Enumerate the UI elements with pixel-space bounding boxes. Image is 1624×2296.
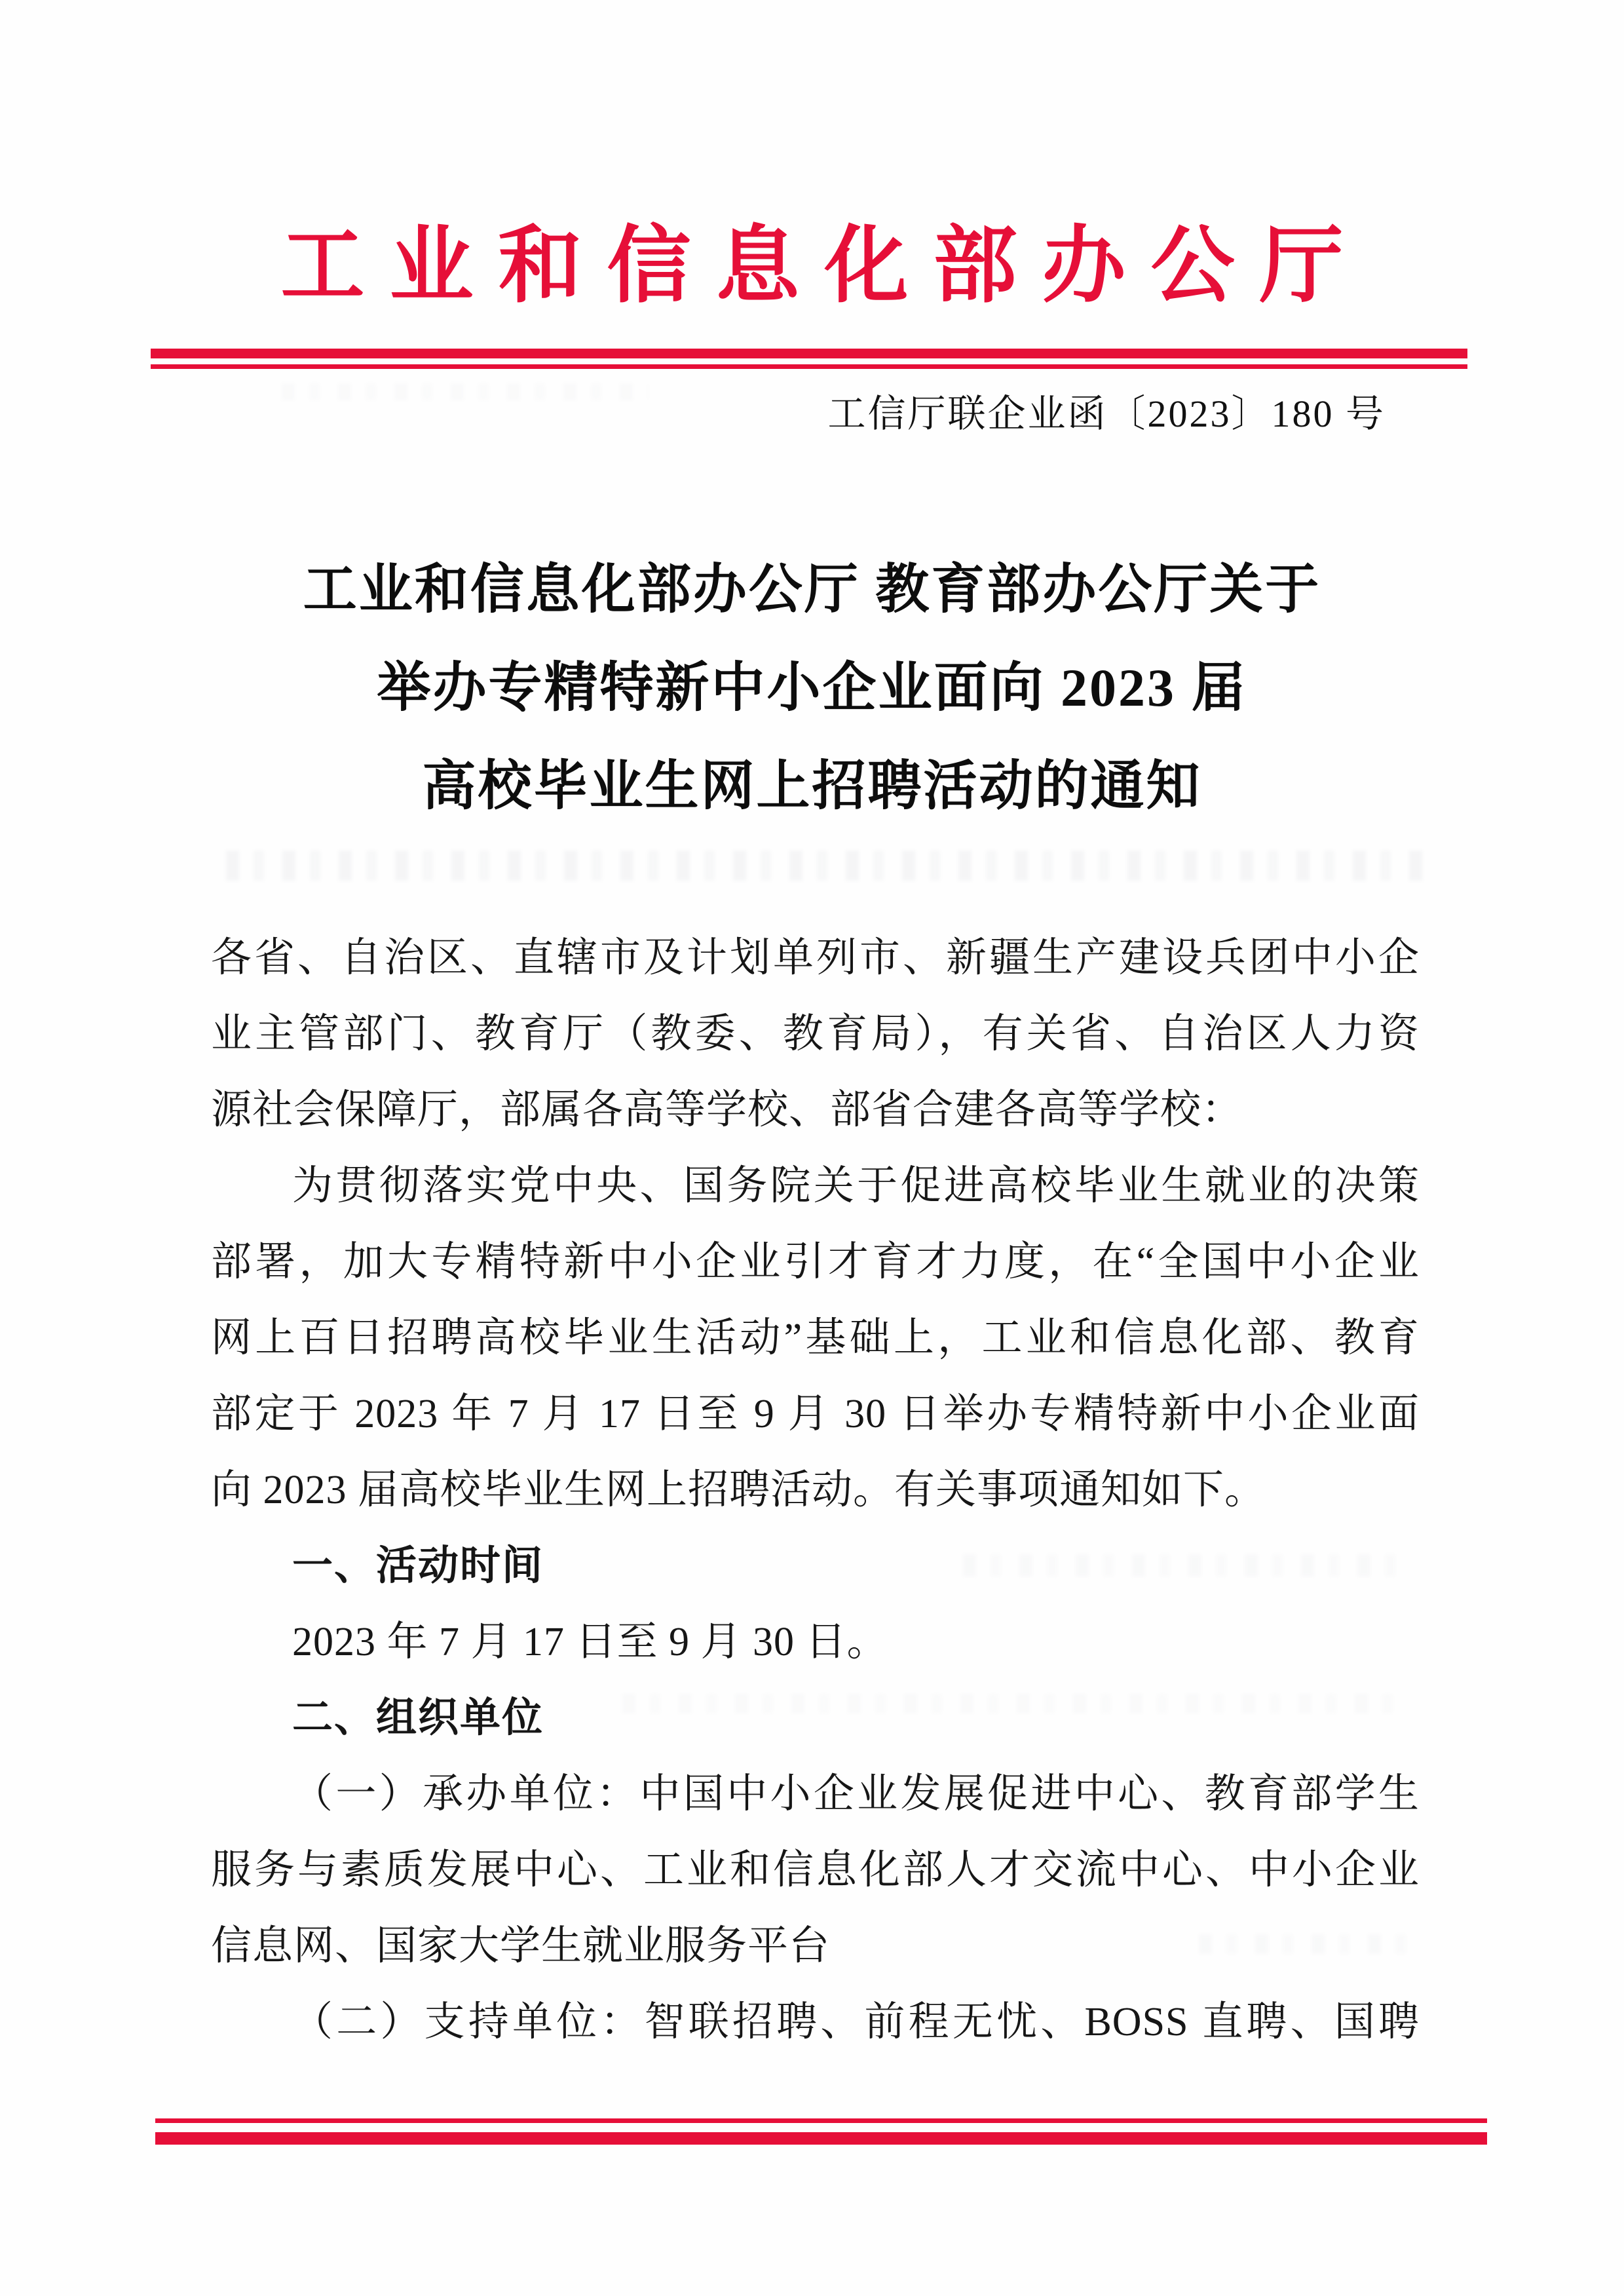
body-line: 向 2023 届高校毕业生网上招聘活动。有关事项通知如下。 [211,1468,1266,1512]
body-line: 源社会保障厅，部属各高等学校、部省合建各高等学校： [211,1088,1243,1132]
title-line-3: 高校毕业生网上招聘活动的通知 [422,756,1202,816]
body-line: 2023 年 7 月 17 日至 9 月 30 日。 [292,1620,888,1664]
section-2-heading: 二、组织单位 [292,1695,544,1740]
section-1-heading: 一、活动时间 [292,1543,544,1588]
bleed-through-smudge [226,851,1435,881]
document-title [0,541,1624,835]
body-line: （一）承办单位：中国中小企业发展促进中心、教育部学生 [292,1772,1420,1816]
header-rule-thin [151,364,1467,369]
body-line: 各省、自治区、直辖市及计划单列市、新疆生产建设兵团中小企 [211,936,1420,980]
body-line: （二）支持单位：智联招聘、前程无忧、BOSS 直聘、国聘 [292,2000,1420,2044]
body-line: 信息网、国家大学生就业服务平台 [211,1924,831,1968]
letterhead-title: 工业和信息化部办公厅 [280,220,1369,313]
body-line: 部署，加大专精特新中小企业引才育才力度，在“全国中小企业 [211,1240,1420,1284]
footer-rule-thick [155,2132,1487,2145]
body-line: 业主管部门、教育厅（教委、教育局），有关省、自治区人力资 [211,1012,1420,1056]
body-line: 服务与素质发展中心、工业和信息化部人才交流中心、中小企业 [211,1848,1420,1892]
document-body [211,920,1420,2060]
title-line-2: 举办专精特新中小企业面向 2023 届 [377,658,1247,718]
footer-rule-thin [155,2118,1487,2123]
body-line: 为贯彻落实党中央、国务院关于促进高校毕业生就业的决策 [292,1164,1420,1208]
header-rule-thick [151,349,1467,358]
body-line: 部定于 2023 年 7 月 17 日至 9 月 30 日举办专精特新中小企业面 [211,1392,1420,1436]
document-number: 工信厅联企业函〔2023〕180 号 [827,392,1386,435]
bleed-through-smudge [282,383,649,400]
body-line: 网上百日招聘高校毕业生活动”基础上，工业和信息化部、教育 [211,1316,1420,1360]
title-line-1: 工业和信息化部办公厅 教育部办公厅关于 [303,560,1321,619]
